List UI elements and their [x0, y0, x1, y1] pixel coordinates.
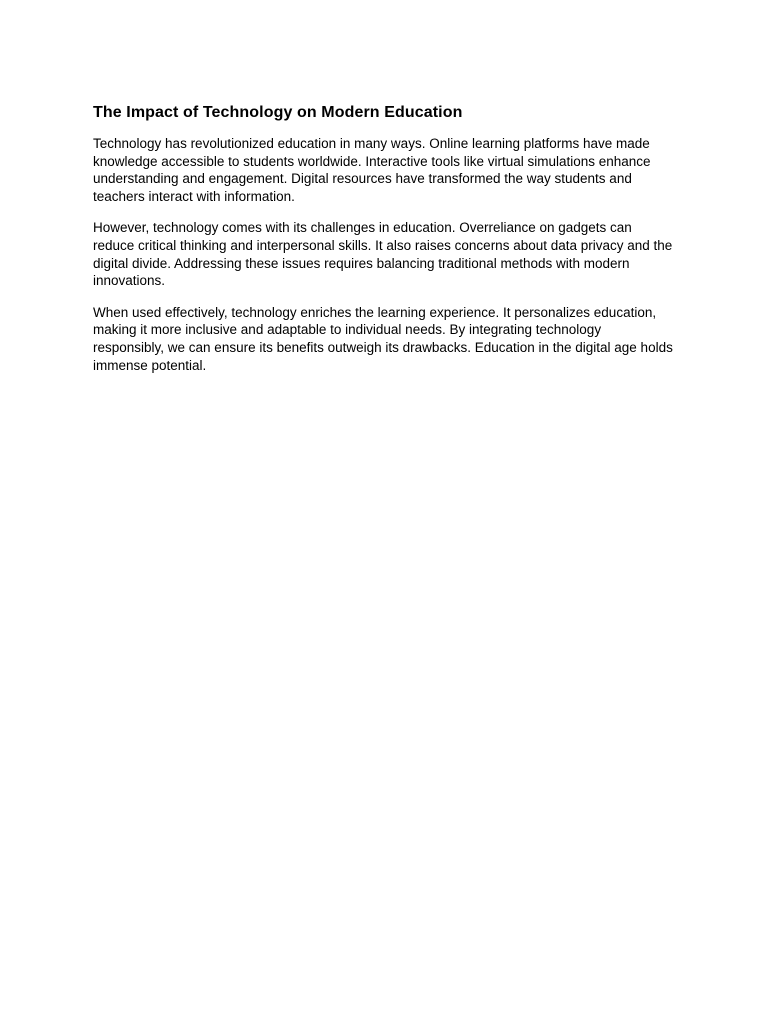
- document-title: The Impact of Technology on Modern Education: [93, 104, 463, 121]
- document-page: [93, 103, 673, 388]
- paragraph-challenges: However, technology comes with its challenges in education. Overreliance on gadgets can reduce critical thinking and interpersonal skills. It also raises concerns about data privacy and the digital divide. Addressing these issues requires balancing traditional methods with modern innovations.: [93, 220, 673, 289]
- paragraph-conclusion: When used effectively, technology enriches the learning experience. It personalizes education, making it more inclusive and adaptable to individual needs. By integrating technology responsibly, we can ensure its benefits outweigh its drawbacks. Education in the digital age holds immense potential.: [93, 304, 673, 373]
- paragraph-introduction: Technology has revolutionized education in many ways. Online learning platforms have made knowledge accessible to students worldwide. Interactive tools like virtual simulations enhance understanding and engagement. Digital resources have transformed the way students and teachers interact with information.: [93, 136, 651, 204]
